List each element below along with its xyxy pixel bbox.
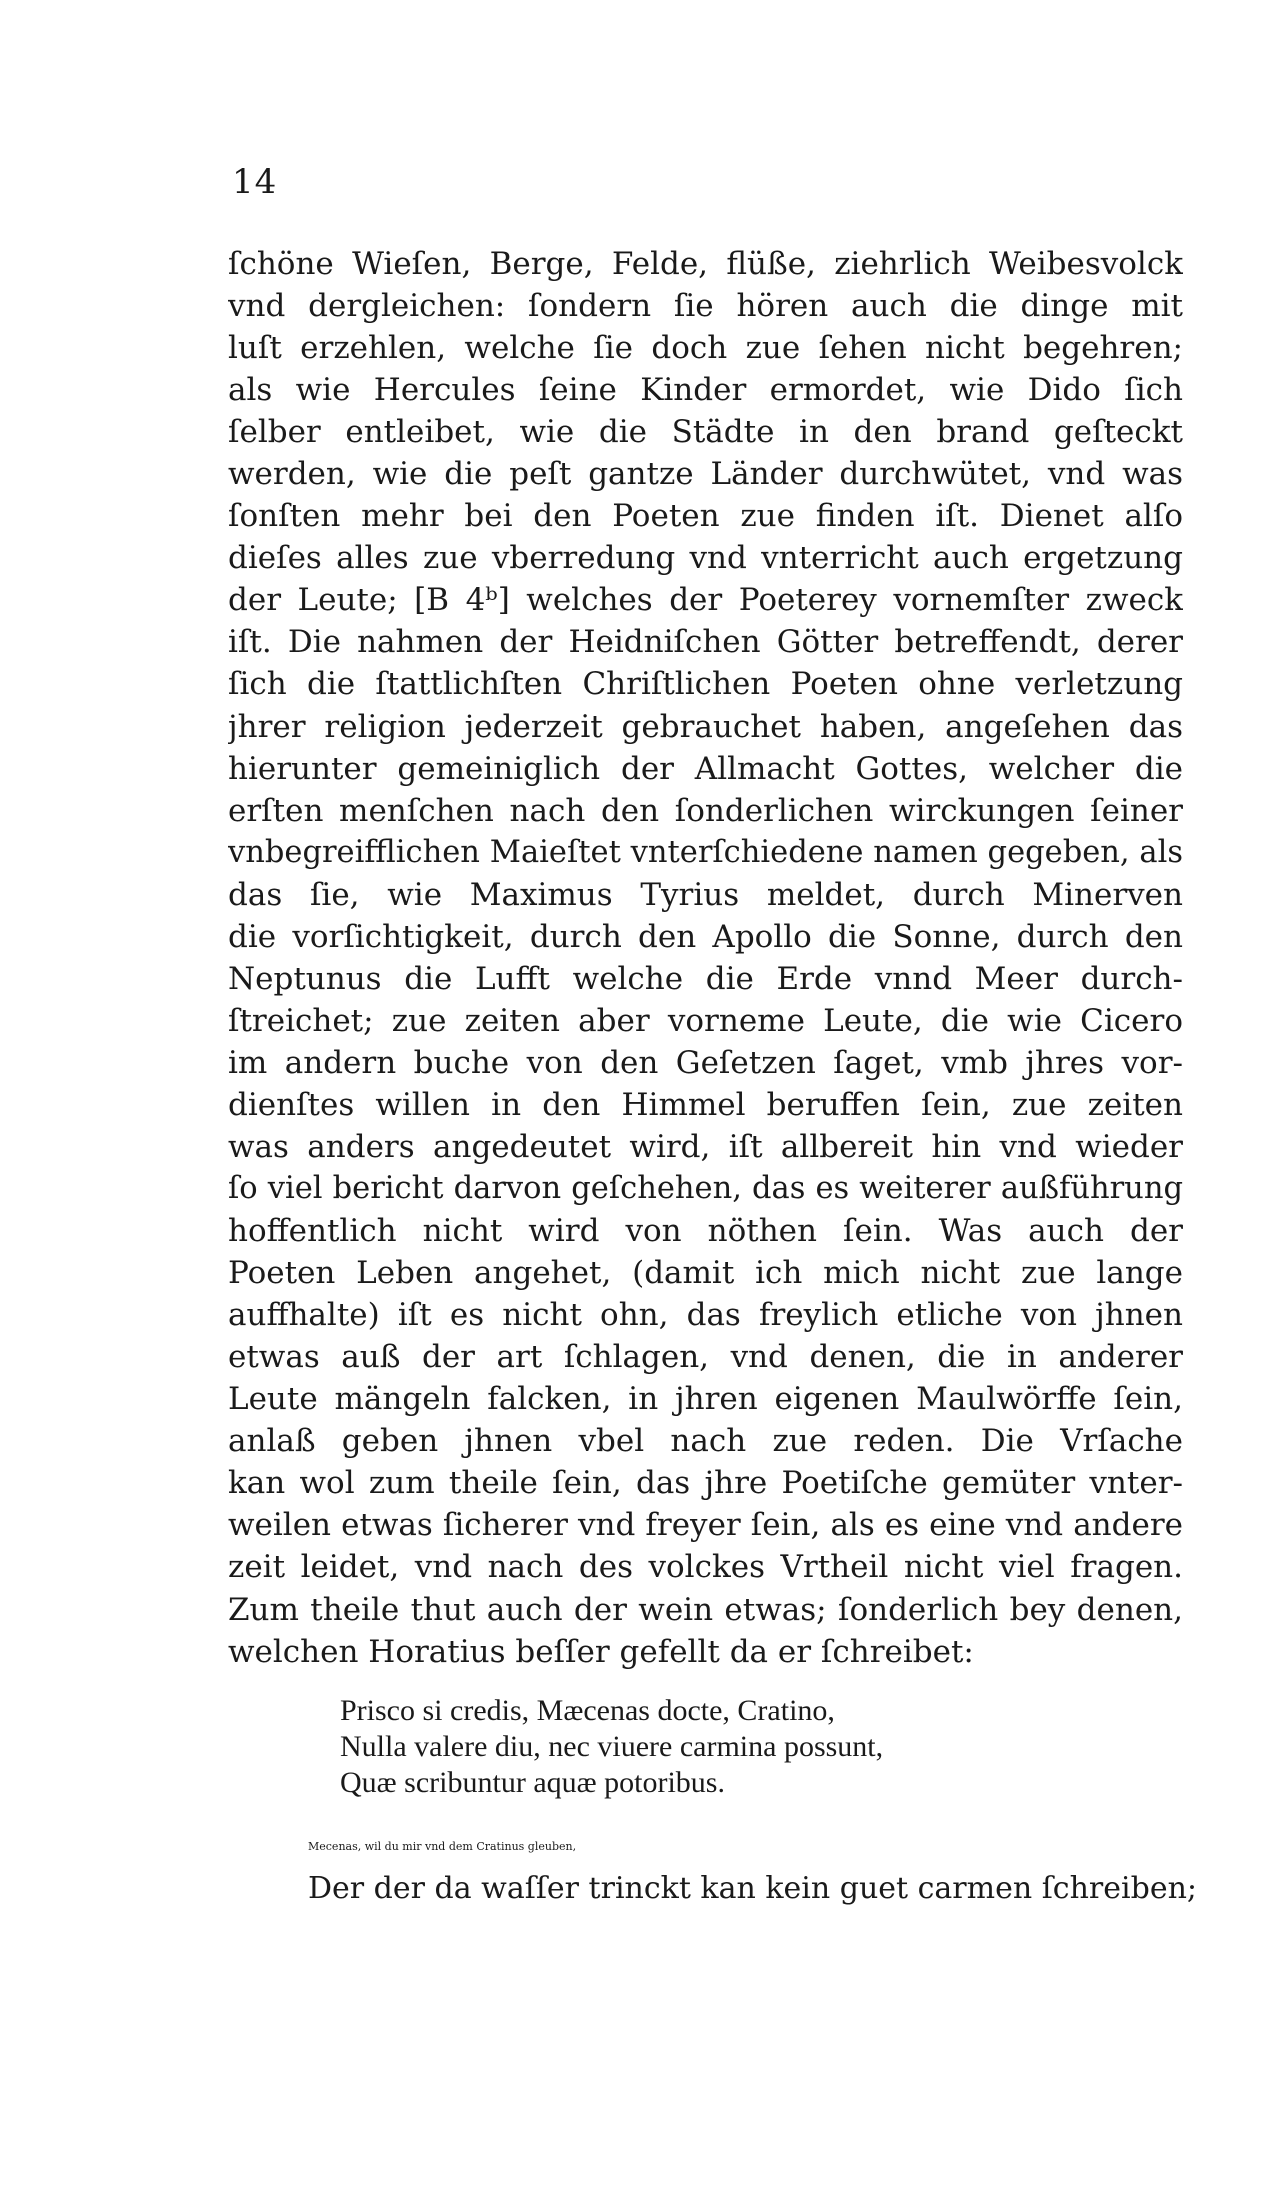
text-line: anlaß geben jhnen vbel nach zue reden. Die Vrſache bbox=[228, 1423, 1183, 1460]
text-line: Poeten Leben angehet, (damit ich mich nicht zue lange bbox=[228, 1255, 1183, 1292]
text-line: vnbegreifflichen Maieſtet vnterſchiedene namen gegeben, als bbox=[228, 834, 1183, 870]
text-line: weilen etwas ſicherer vnd freyer ſein, als es eine vnd andere bbox=[228, 1507, 1183, 1544]
text-line: ſonſten mehr bei den Poeten zue finden iſt. Dienet alſo bbox=[228, 498, 1183, 535]
latin-verse-quote bbox=[340, 1693, 883, 1801]
text-line: hoffentlich nicht wird von nöthen ſein. Was auch der bbox=[228, 1213, 1183, 1250]
text-line: das ſie, wie Maximus Tyrius meldet, durch Minerven bbox=[228, 876, 1183, 913]
text-line: ſchöne Wieſen, Berge, Felde, flüße, ziehrlich Weibesvolck bbox=[228, 246, 1183, 282]
text-line: im andern buche von den Geſetzen ſaget, vmb jhres vor- bbox=[228, 1044, 1183, 1081]
text-line: luſt erzehlen, welche ſie doch zue ſehen nicht begehren; bbox=[228, 330, 1183, 367]
text-line: vnd dergleichen: ſondern ſie hören auch die dinge mit bbox=[228, 288, 1183, 325]
text-line: zeit leidet, vnd nach des volckes Vrtheil nicht viel fragen. bbox=[228, 1549, 1183, 1586]
text-line: dienſtes willen in den Himmel beruffen ſein, zue zeiten bbox=[228, 1086, 1183, 1123]
text-line: iſt. Die nahmen der Heidniſchen Götter betreffendt, derer bbox=[228, 624, 1183, 661]
verse-line: Mecenas, wil du mir vnd dem Cratinus gleuben, bbox=[308, 1840, 577, 1853]
text-line: Neptunus die Lufft welche die Erde vnnd Meer durch- bbox=[228, 960, 1183, 997]
text-line: ſelber entleibet, wie die Städte in den brand geſteckt bbox=[228, 414, 1183, 451]
text-line: ſich die ſtattlichſten Chriſtlichen Poeten ohne verletzung bbox=[228, 666, 1183, 703]
text-line: die vorſichtigkeit, durch den Apollo die Sonne, durch den bbox=[228, 918, 1183, 955]
text-line: was anders angedeutet wird, iſt allbereit hin vnd wieder bbox=[228, 1128, 1183, 1165]
text-line: werden, wie die peſt gantze Länder durchwütet, vnd was bbox=[228, 456, 1183, 493]
text-line: auffhalte) iſt es nicht ohn, das freylich etliche von jhnen bbox=[228, 1297, 1183, 1334]
text-line: ſtreichet; zue zeiten aber vorneme Leute, die wie Cicero bbox=[228, 1002, 1183, 1039]
german-verse-translation bbox=[308, 1826, 1197, 1910]
text-line: etwas auß der art ſchlagen, vnd denen, die in anderer bbox=[228, 1339, 1183, 1376]
verse-line: Prisco si credis, Mæcenas docte, Cratino, bbox=[340, 1694, 835, 1727]
text-line: Leute mängeln falcken, in jhren eigenen Maulwörffe ſein, bbox=[228, 1381, 1183, 1418]
verse-line: Nulla valere diu, nec viuere carmina possunt, bbox=[340, 1730, 884, 1763]
text-line: ſo viel bericht darvon geſchehen, das es weiterer außführung bbox=[228, 1171, 1183, 1207]
text-line: erſten menſchen nach den ſonderlichen wirckungen ſeiner bbox=[228, 792, 1183, 829]
text-line: Zum theile thut auch der wein etwas; ſonderlich bey denen, bbox=[228, 1591, 1183, 1628]
text-line: welchen Horatius beſſer gefellt da er ſchreibet: bbox=[228, 1633, 974, 1670]
text-line: der Leute; [B 4ᵇ] welches der Poeterey vornemſter zweck bbox=[228, 582, 1183, 619]
page-number: 14 bbox=[232, 162, 278, 202]
text-line: als wie Hercules ſeine Kinder ermordet, wie Dido ſich bbox=[228, 372, 1183, 409]
text-line: dieſes alles zue vberredung vnd vnterricht auch ergetzung bbox=[228, 540, 1183, 577]
text-line: jhrer religion jederzeit gebrauchet haben, angeſehen das bbox=[228, 708, 1183, 745]
text-line: kan wol zum theile ſein, das jhre Poetiſche gemüter vnter- bbox=[228, 1465, 1183, 1502]
verse-line: Quæ scribuntur aquæ potoribus. bbox=[340, 1766, 725, 1799]
body-paragraph bbox=[228, 243, 1183, 1673]
text-line: hierunter gemeiniglich der Allmacht Gottes, welcher die bbox=[228, 750, 1183, 787]
verse-line: Der der da waſſer trinckt kan kein guet carmen ſchreiben; bbox=[308, 1871, 1197, 1906]
